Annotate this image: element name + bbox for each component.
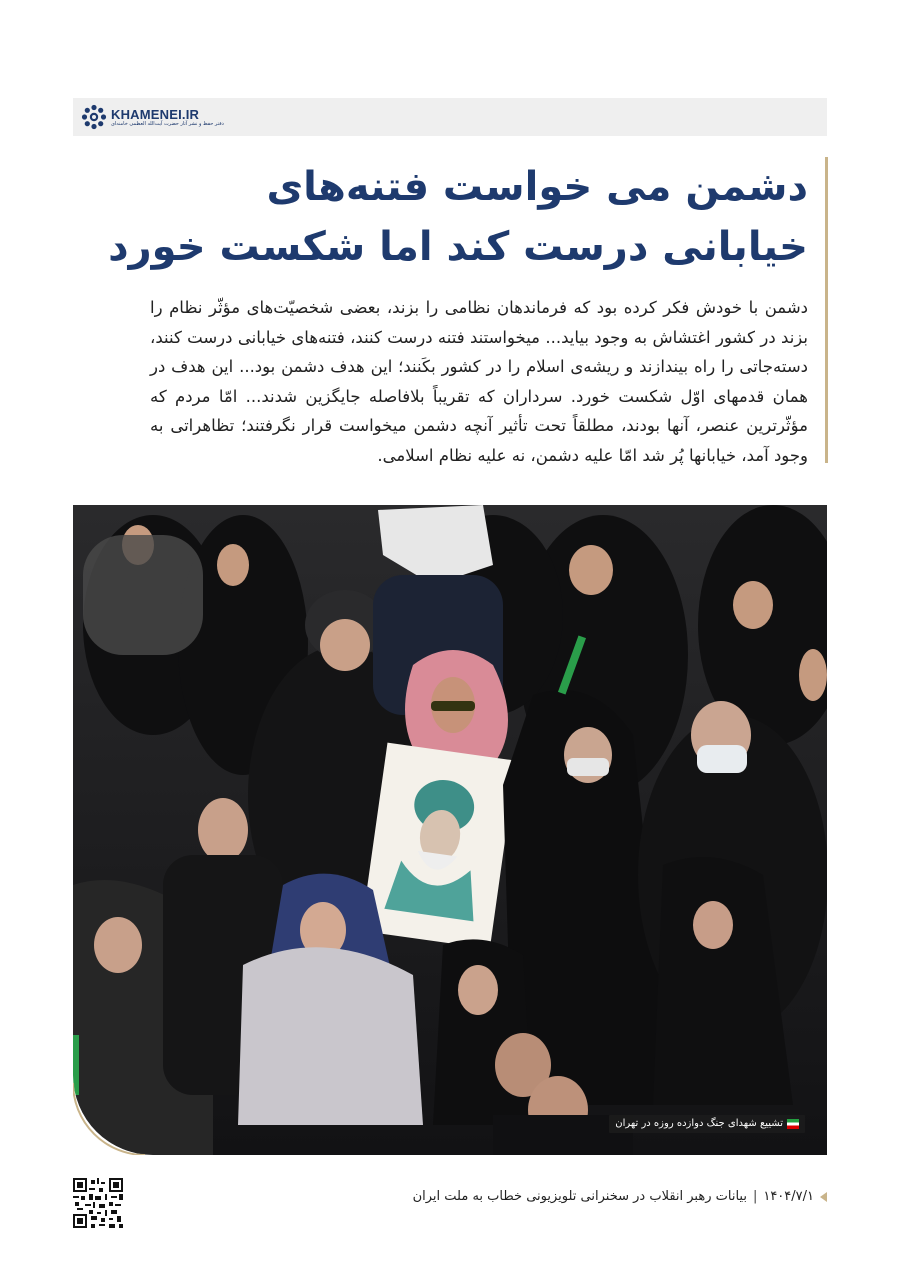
logo-name: KHAMENEI.IR — [111, 106, 200, 122]
header-bar — [73, 98, 827, 136]
logo-emblem-icon — [81, 104, 107, 130]
title-line-2: خیابانی درست کند اما شکست خورد — [108, 224, 808, 270]
title-line-1: دشمن می خواست فتنه‌های — [266, 164, 808, 210]
footer-date: ۱۴۰۴/۷/۱ — [763, 1189, 814, 1204]
page-title — [108, 157, 808, 277]
crowd-photo-illustration — [73, 505, 827, 1155]
article-block — [108, 157, 828, 465]
corner-arc-decoration — [73, 1075, 153, 1155]
logo-subtitle: دفتر حفظ و نشر آثار حضرت آیت‌الله العظمی خامنه‌ای — [111, 120, 224, 127]
footer-separator: | — [752, 1189, 758, 1204]
quote-body: دشمن با خودش فکر کرده بود که فرماندهان نظامی را بزند، بعضی شخصیّت‌های مؤثّر نظام را بزند در کشور اغتشاش به وجود بیاید... میخواستند فتنه درست کنند، فتنه‌های خیابانی درست کنند، دسته‌جاتی را راه بیندازند و ریشه‌ی اسلام را در کشور بکَنند؛ این هدف دشمن بود... این هدف در همان قدمهای اوّل شکست خورد. سرداران که تقریباً بلافاصله جایگزین شدند... امّا مردم که مؤثّرترین عنصر، آنها بودند، مطلقاً تحت تأثیر آنچه دشمن میخواست قرار نگرفتند؛ تظاهراتی به وجود آمد، خیابانها پُر شد امّا علیه دشمن، نه علیه نظام اسلامی. — [150, 298, 808, 465]
photo-caption-text: تشییع شهدای جنگ دوازده روزه در تهران — [615, 1118, 783, 1129]
site-logo[interactable] — [81, 104, 224, 130]
iran-flag-icon — [787, 1119, 799, 1129]
photo-caption — [609, 1115, 805, 1133]
footer-source — [413, 1189, 827, 1204]
qr-code-icon[interactable] — [73, 1178, 123, 1228]
footer-source-text: بیانات رهبر انقلاب در سخنرانی تلویزیونی خطاب به ملت ایران — [412, 1189, 747, 1204]
crowd-photo — [73, 505, 827, 1155]
footer-bullet-icon — [820, 1192, 827, 1202]
